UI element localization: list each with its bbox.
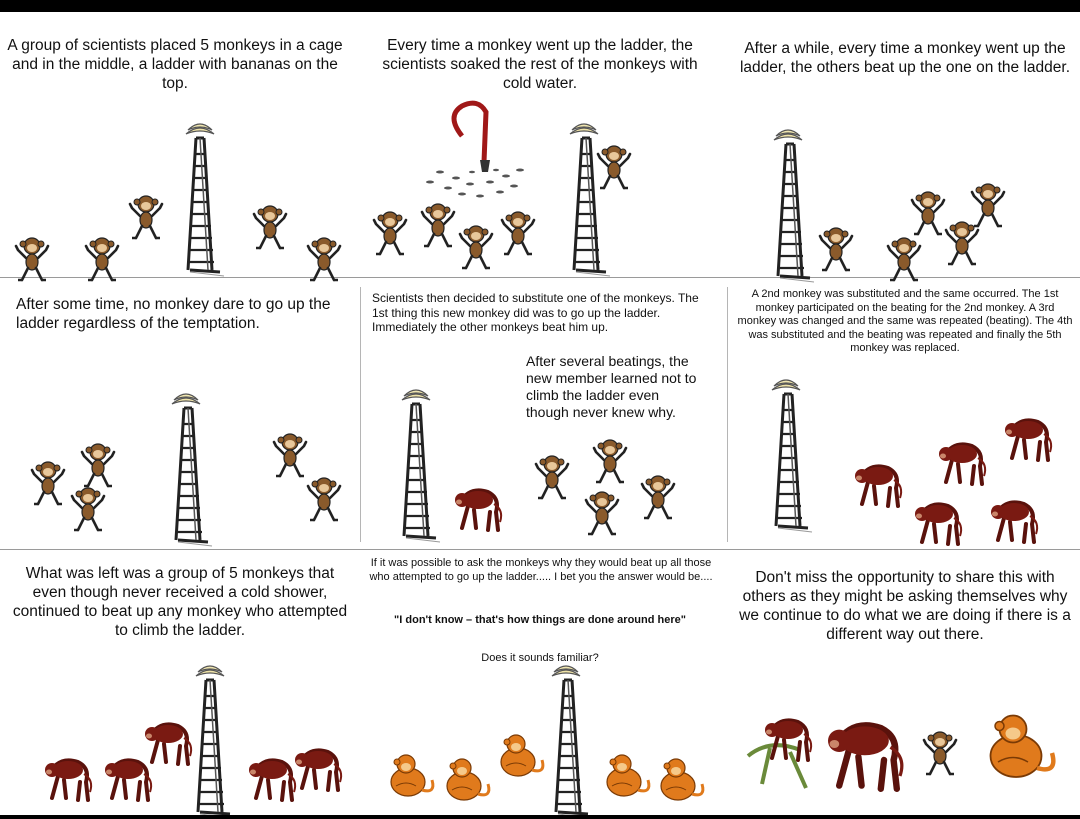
red-monkey-icon — [828, 725, 902, 788]
cartoon-monkey-icon — [924, 732, 956, 774]
orange-monkey-icon — [991, 716, 1054, 778]
cartoon-monkey-icon — [460, 226, 492, 268]
panel-9-caption: Don't miss the opportunity to share this with others as they might be asking themselves why we continue to do what we are doing if there is a different way out there. — [739, 569, 1071, 643]
cartoon-monkey-icon — [274, 434, 306, 476]
cartoon-monkey-icon — [82, 444, 114, 486]
cartoon-monkey-icon — [586, 492, 618, 534]
red-monkey-icon — [105, 760, 151, 800]
red-monkey-icon — [939, 444, 985, 484]
cartoon-monkey-icon — [374, 212, 406, 254]
cartoon-monkey-icon — [594, 440, 626, 482]
ladder-icon — [198, 680, 234, 815]
panel-8-question: Does it sounds familiar? — [481, 652, 599, 664]
panel-7-caption: What was left was a group of 5 monkeys that even though never received a cold shower, continued to beat up any monkey who attempted to climb the ladder. — [12, 565, 348, 639]
panel-5-caption: Scientists then decided to substitute one of the monkeys. The 1st thing this new monkey did was to go up the ladder. Immediately the other monkeys beat him up. — [372, 291, 699, 334]
cartoon-monkey-icon — [254, 206, 286, 248]
orange-monkey-icon — [447, 759, 489, 800]
cartoon-monkey-icon — [72, 488, 104, 530]
cartoon-monkey-icon — [972, 184, 1004, 226]
cartoon-monkey-icon — [642, 476, 674, 518]
panel-5-caption-2: After several beatings, the new member learned not to climb the ladder even though never knew why. — [526, 353, 697, 420]
ladder-icon — [776, 394, 812, 532]
cartoon-monkey-icon — [16, 238, 48, 280]
bananas-icon — [570, 124, 598, 134]
ladder-icon — [778, 144, 814, 282]
red-monkey-icon — [991, 502, 1037, 542]
red-monkey-icon — [1005, 420, 1051, 460]
panel-3-caption: After a while, every time a monkey went up the ladder, the others beat up the one on the ladder. — [739, 40, 1071, 76]
ladder-icon — [176, 408, 212, 546]
bananas-icon — [186, 124, 214, 134]
panel-6-caption: A 2nd monkey was substituted and the same occurred. The 1st monkey participated on the beating for the 2nd monkey. A 3rd monkey was changed and the same was repeated (beating). The 4th was substituted and the beating was repeated and finally the 5th monkey was replaced. — [737, 288, 1073, 354]
cartoon-monkey-icon — [308, 238, 340, 280]
orange-monkey-icon — [661, 759, 703, 800]
panel-4-caption: After some time, no monkey dare to go up the ladder regardless of the temptation. — [16, 296, 331, 332]
ladder-icon — [556, 680, 592, 815]
bananas-icon — [402, 390, 430, 400]
red-monkey-icon — [295, 750, 341, 790]
cartoon-monkey-icon — [536, 456, 568, 498]
cartoon-monkey-icon — [422, 204, 454, 246]
red-monkey-icon — [855, 466, 901, 506]
ladder-icon — [574, 138, 610, 276]
red-monkey-icon — [45, 760, 91, 800]
comic-sheet — [0, 12, 1080, 815]
bananas-icon — [774, 130, 802, 140]
cartoon-monkey-icon — [130, 196, 162, 238]
red-monkey-icon — [765, 720, 811, 760]
red-monkey-icon — [249, 760, 295, 800]
cartoon-monkey-icon — [598, 146, 630, 188]
cartoon-monkey-icon — [308, 478, 340, 520]
cartoon-monkey-icon — [912, 192, 944, 234]
orange-monkey-icon — [501, 735, 543, 776]
comic-artwork — [0, 12, 1080, 815]
cartoon-monkey-icon — [946, 222, 978, 264]
panel-8-caption: If it was possible to ask the monkeys why they would beat up all those who attempted to go up the ladder..... I bet you the answer would be.... — [369, 557, 713, 583]
orange-monkey-icon — [607, 755, 649, 796]
cartoon-monkey-icon — [502, 212, 534, 254]
water-hose-icon — [454, 103, 486, 162]
cartoon-monkey-icon — [32, 462, 64, 504]
red-monkey-icon — [145, 724, 191, 764]
bananas-icon — [552, 666, 580, 676]
red-monkey-icon — [455, 490, 501, 530]
panel-8-quote: "I don't know – that's how things are done around here" — [394, 614, 686, 626]
orange-monkey-icon — [391, 755, 433, 796]
cartoon-monkey-icon — [888, 238, 920, 280]
cartoon-monkey-icon — [86, 238, 118, 280]
panel-2-caption: Every time a monkey went up the ladder, the scientists soaked the rest of the monkeys with cold water. — [382, 37, 698, 92]
bananas-icon — [196, 666, 224, 676]
cartoon-monkey-icon — [820, 228, 852, 270]
panel-1-caption: A group of scientists placed 5 monkeys in a cage and in the middle, a ladder with bananas on the top. — [7, 37, 343, 92]
bananas-icon — [172, 394, 200, 404]
red-monkey-icon — [915, 504, 961, 544]
ladder-icon — [188, 138, 224, 276]
bananas-icon — [772, 380, 800, 390]
ladder-icon — [404, 404, 440, 542]
water-spray-icon — [426, 169, 524, 198]
